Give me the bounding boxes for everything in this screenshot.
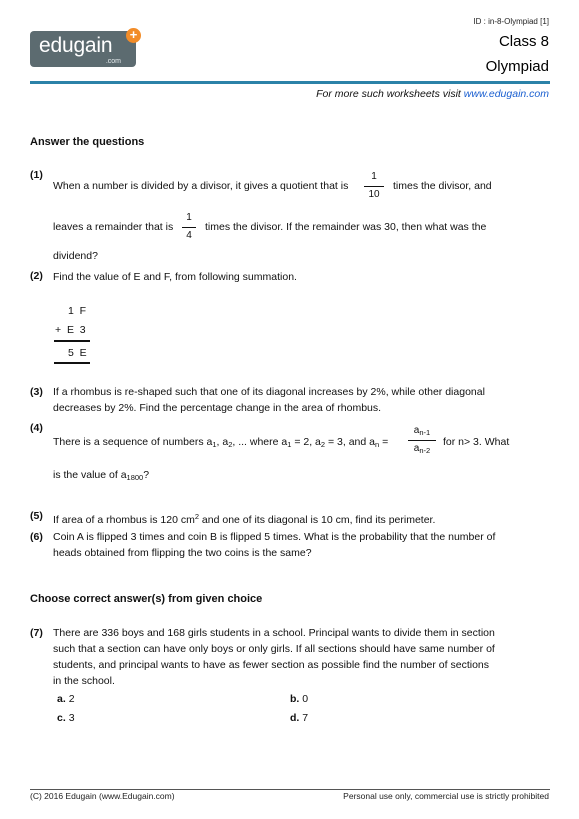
q7-line1: There are 336 boys and 168 girls students in a school. Principal wants to divide them in section	[53, 627, 495, 639]
footer-usage-note: Personal use only, commercial use is strictly prohibited	[343, 791, 549, 801]
sum-row-2: + E 3	[55, 324, 86, 336]
q1-frac1-denominator: 10	[368, 189, 380, 200]
q1-line1-a: When a number is divided by a divisor, it gives a quotient that is	[53, 180, 349, 192]
q4-frac-den-sub: n-2	[419, 446, 431, 455]
q4-frac-denominator	[408, 443, 436, 456]
sum-row-1: 1 F	[68, 305, 87, 317]
q4-sub-2: 2	[228, 440, 233, 449]
q1-frac1-bar	[364, 186, 384, 187]
option-a-label: a.	[57, 693, 66, 705]
q1-line2-b: times the divisor. If the remainder was 30, then what was the	[205, 221, 487, 233]
q4-line1-text	[53, 434, 388, 453]
sum-rule-top	[54, 340, 90, 342]
q4-sub-4: 2	[320, 440, 326, 449]
q4-frac-num-sub: n-1	[419, 428, 431, 437]
q4-sub-1: 1	[212, 440, 217, 449]
q4-frac-den-base: a	[413, 443, 420, 454]
more-worksheets-text: For more such worksheets visit	[316, 88, 464, 100]
question-number-7: (7)	[30, 627, 43, 639]
q4-line2	[53, 467, 149, 486]
q7-line4: in the school.	[53, 675, 115, 687]
q4-text-d: = 2, a	[291, 436, 321, 448]
question-number-2: (2)	[30, 270, 43, 282]
question-number-1: (1)	[30, 169, 43, 181]
q5-text-b: and one of its diagonal is 10 cm, find its perimeter.	[199, 514, 436, 526]
edugain-logo[interactable]	[30, 31, 136, 67]
logo-plus-icon: +	[126, 28, 141, 43]
q7-line2: such that a section can have only boys or only girls. If all sections should have same number of	[53, 643, 495, 655]
q4-fraction	[408, 425, 436, 456]
q1-fraction-1	[364, 171, 384, 202]
option-d-value: 7	[302, 712, 309, 724]
q3-line1: If a rhombus is re-shaped such that one of its diagonal increases by 2%, while other diagonal	[53, 386, 485, 398]
q4-frac-numerator	[408, 425, 436, 438]
q4-text-f: =	[379, 436, 389, 448]
option-b-value: 0	[302, 693, 309, 705]
logo-domain: .com	[105, 58, 121, 65]
q4-frac-bar	[408, 440, 436, 441]
q5-sup: 2	[194, 512, 199, 521]
q1-fraction-2	[182, 212, 196, 243]
footer-divider	[30, 789, 550, 790]
question-number-3: (3)	[30, 386, 43, 398]
sum-row-3: 5 E	[68, 347, 87, 359]
question-number-5: (5)	[30, 510, 43, 522]
header-divider	[30, 81, 550, 84]
q4-frac-num-base: a	[413, 425, 420, 436]
q7-option-a[interactable]	[57, 691, 75, 707]
q1-line2-a: leaves a remainder that is	[53, 221, 174, 233]
logo-text: edugain	[39, 34, 113, 57]
option-c-label: c.	[57, 712, 66, 724]
q4-text-e: = 3, and a	[325, 436, 375, 448]
section-title-choice: Choose correct answer(s) from given choice	[30, 593, 263, 605]
question-number-6: (6)	[30, 531, 43, 543]
q4-line2-b: ?	[143, 469, 150, 481]
document-id: ID : in-8-Olympiad [1]	[473, 17, 549, 26]
q4-text-b: , a	[216, 436, 229, 448]
more-worksheets-note	[316, 88, 549, 100]
q4-sub-3: 1	[287, 440, 292, 449]
option-d-label: d.	[290, 712, 300, 724]
q1-line1-b: times the divisor, and	[393, 180, 492, 192]
question-number-4: (4)	[30, 422, 43, 434]
q6-line1: Coin A is flipped 3 times and coin B is flipped 5 times. What is the probability that the number of	[53, 531, 496, 543]
q7-line3: students, and principal wants to have as fewer section as possible find the number of sections	[53, 659, 489, 671]
q5-text-a: If area of a rhombus is 120 cm	[53, 514, 195, 526]
subject-title: Olympiad	[485, 58, 549, 75]
option-b-label: b.	[290, 693, 300, 705]
q6-line2: heads obtained from flipping the two coins is the same?	[53, 547, 312, 559]
q7-option-d[interactable]	[290, 710, 308, 726]
q1-frac2-numerator: 1	[186, 212, 192, 223]
option-a-value: 2	[68, 693, 75, 705]
edugain-link[interactable]: www.edugain.com	[463, 88, 549, 100]
q1-line3: dividend?	[53, 250, 98, 262]
class-title: Class 8	[498, 33, 549, 50]
q4-text-c: , ... where a	[232, 436, 288, 448]
q2-text: Find the value of E and F, from following summation.	[53, 271, 297, 283]
q4-line2-sub: 1800	[126, 473, 144, 482]
q4-sub-5: n	[374, 440, 380, 449]
q5-text	[53, 509, 435, 528]
q7-option-b[interactable]	[290, 691, 308, 707]
sum-rule-bottom	[54, 362, 90, 364]
q4-text-g: for n> 3. What	[443, 436, 510, 448]
q4-text-a: There is a sequence of numbers a	[53, 436, 213, 448]
q4-line2-a: is the value of a	[53, 469, 127, 481]
section-title-answer: Answer the questions	[30, 136, 145, 148]
q1-frac2-bar	[182, 227, 196, 228]
option-c-value: 3	[68, 712, 75, 724]
q7-option-c[interactable]	[57, 710, 75, 726]
q1-frac2-denominator: 4	[186, 230, 192, 241]
q1-frac1-numerator: 1	[371, 171, 377, 182]
footer-copyright: (C) 2016 Edugain (www.Edugain.com)	[30, 791, 175, 801]
q3-line2: decreases by 2%. Find the percentage change in the area of rhombus.	[53, 402, 382, 414]
